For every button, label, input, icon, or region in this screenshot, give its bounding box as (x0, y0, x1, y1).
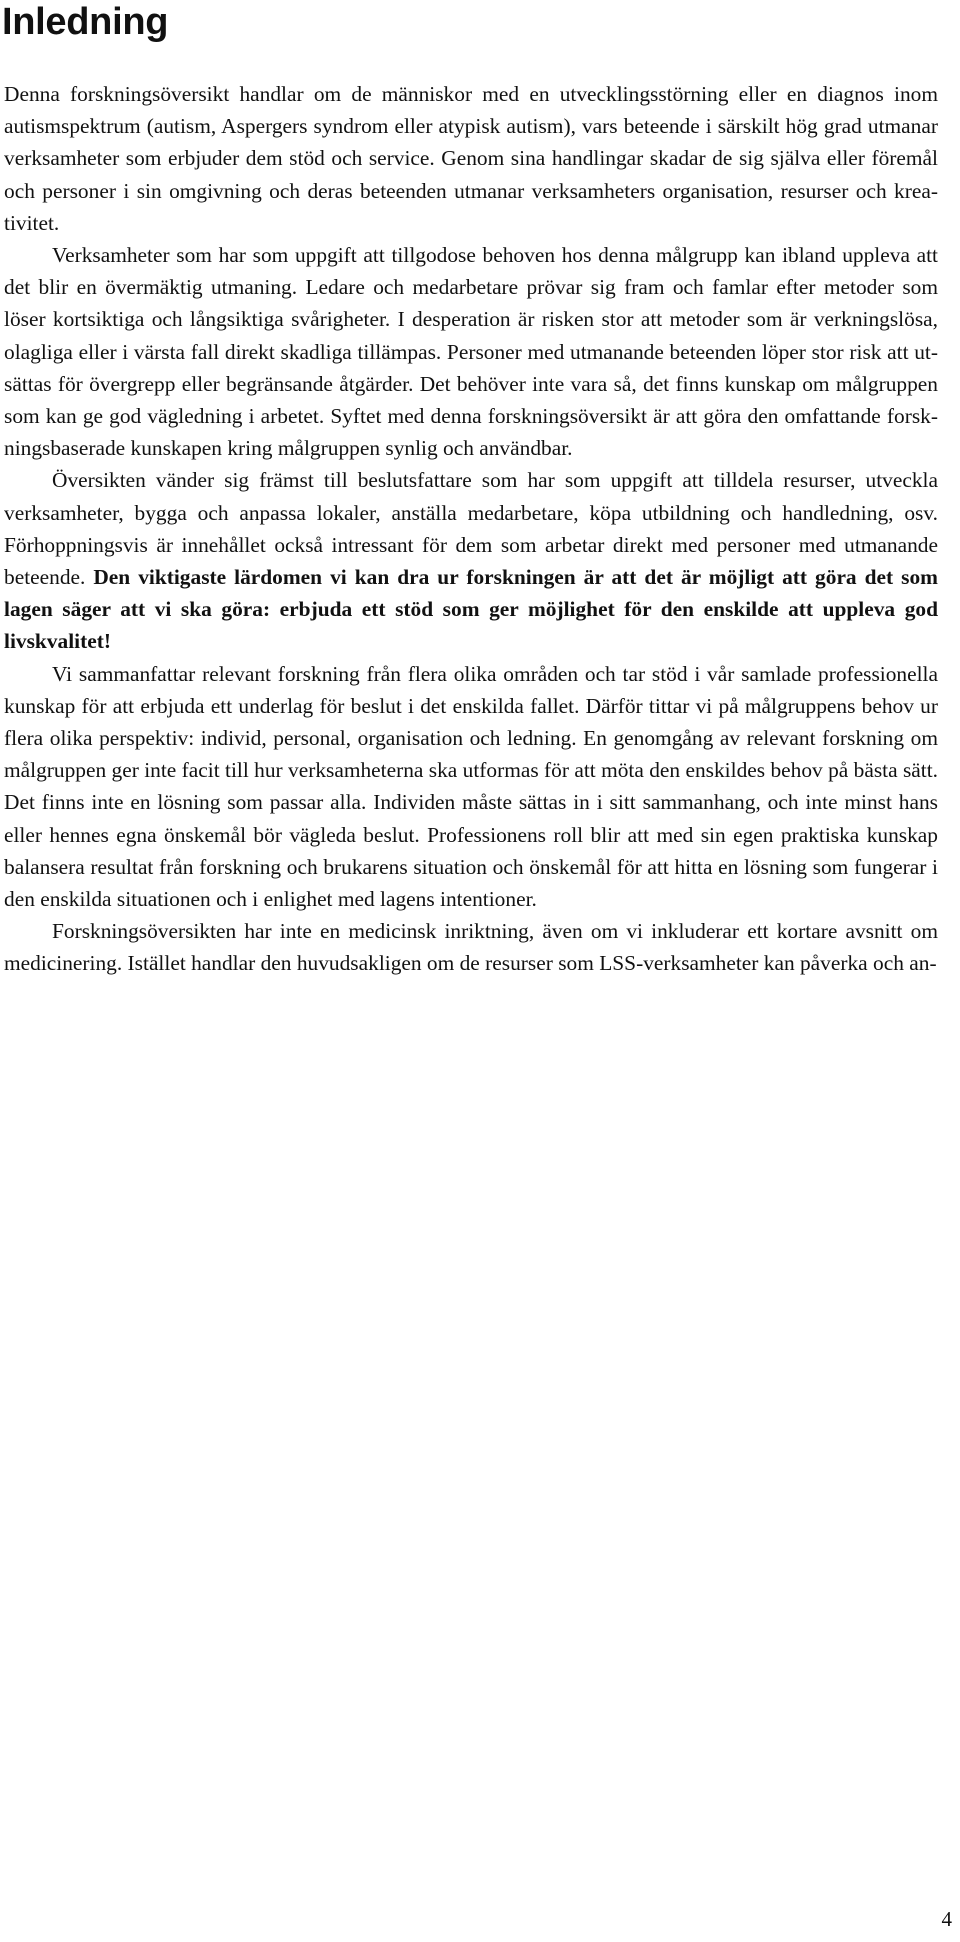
paragraph-2-text: Verksamheter som har som uppgift att tillgodose behoven hos denna målgrupp kan ibland uppleva att det blir en övermäktig utmaning. Ledare och medarbetare prövar sig fram och famlar efter metoder som löser kortsiktiga och långsiktiga svårigheter. I desperation är risken stor att metoder som är verkningslösa, olagliga eller i värsta fall direkt skadliga tillämpas. Personer med utmanande beteenden löper stor risk att utsättas för övergrepp eller begränsande åtgärder. Det behöver inte vara så, det finns kunskap om målgruppen som kan ge god vägledning i arbetet. Syftet med denna forskningsöversikt är att göra den omfattande forskningsbaserade kunskapen kring målgruppen synlig och användbar. (4, 243, 938, 461)
paragraph-4-text: Vi sammanfattar relevant forskning från flera olika områden och tar stöd i vår samlade professionella kunskap för att erbjuda ett underlag för beslut i det enskilda fallet. Därför tittar vi på målgruppens behov ur flera olika perspektiv: individ, personal, organisation och ledning. En genomgång av relevant forskning om målgruppen ger inte facit till hur verksamheterna ska utformas för att möta den enskildes behov på bästa sätt. Det finns inte en lösning som passar alla. Individen måste sättas in i sitt sammanhang, och inte minst hans eller hennes egna önskemål bör vägleda beslut. Professionens roll blir att med sin egen praktiska kunskap balansera resultat från forskning och brukarens situation och önskemål för att hitta en lösning som fungerar i den enskilda situationen och i enlighet med lagens intentioner. (4, 661, 938, 912)
page-number: 4 (941, 1907, 952, 1931)
paragraph-5 (4, 915, 938, 979)
key-lesson-emphasis: Den viktigaste lärdomen vi kan dra ur forskningen är att det är möjligt att göra det som lagen säger att vi ska göra: erbjuda ett stöd som ger möjlighet för den enskilde att uppleva god livskvalitet! (4, 565, 938, 654)
paragraph-2 (4, 239, 938, 464)
paragraph-3 (4, 464, 938, 657)
paragraph-1-text: Denna forskningsöversikt handlar om de människor med en utvecklingsstörning eller en diagnos inom autismspektrum (autism, Aspergers syndrom eller atypisk autism), vars beteende i särskilt hög grad utmanar verksamheter som erbjuder dem stöd och service. Genom sina handlingar skadar de sig själva eller föremål och personer i sin omgivning och deras beteenden utmanar verksamheters organisation, resurser och kreativitet. (4, 82, 938, 235)
paragraph-5-text: Forskningsöversikten har inte en medicinsk inriktning, även om vi inkluderar ett kortare avsnitt om medicinering. Istället handlar den huvudsakligen om de resurser som LSS-verksamheter kan påverka och an- (4, 919, 938, 976)
paragraph-1 (4, 78, 938, 239)
body-text (4, 78, 938, 980)
section-heading: Inledning (2, 1, 169, 43)
paragraph-4 (4, 658, 938, 916)
paragraph-3-text: Översikten vänder sig främst till beslutsfattare som har som uppgift att tilldela resurser, utveckla verksamheter, bygga och anpassa lokaler, anställa medarbetare, köpa utbildning och handledning, osv. Förhoppningsvis är innehållet också intressant för dem som arbetar direkt med personer med utmanande beteende. (4, 468, 938, 590)
